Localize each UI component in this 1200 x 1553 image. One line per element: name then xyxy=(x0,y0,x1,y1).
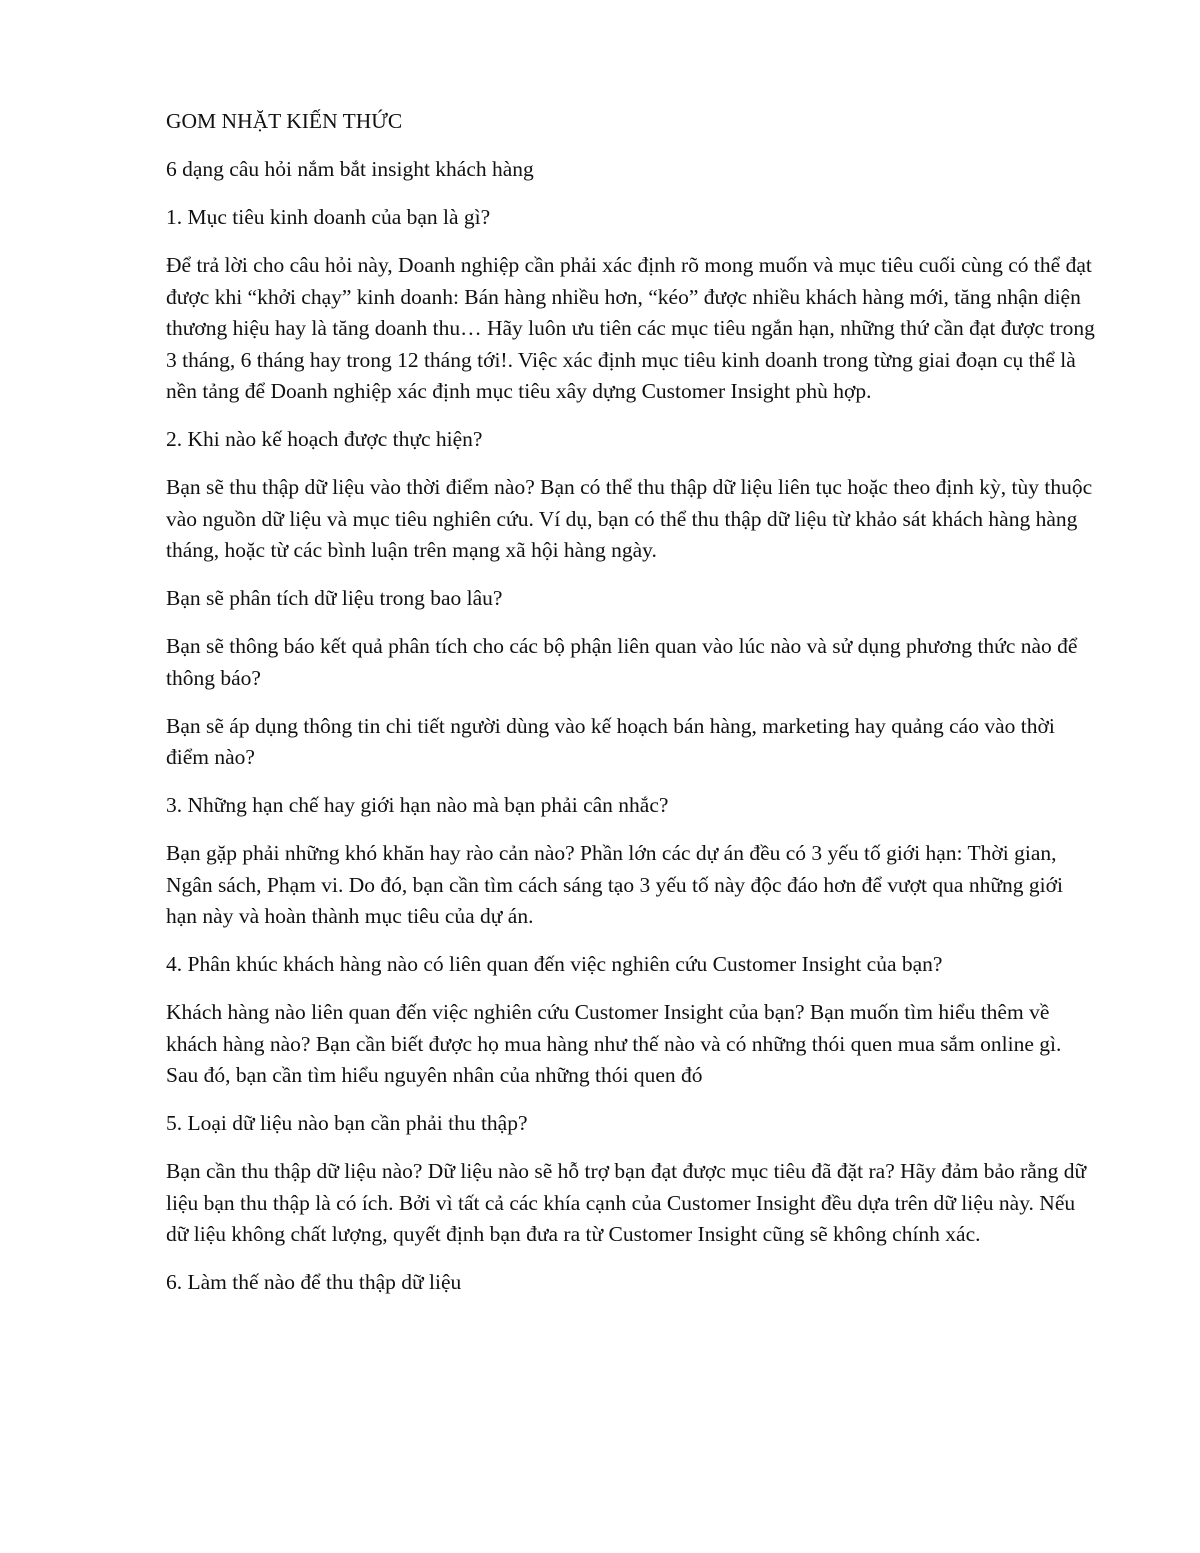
question-2-sub-reporting: Bạn sẽ thông báo kết quả phân tích cho các bộ phận liên quan vào lúc nào và sử dụng phương thức nào để thông báo? xyxy=(166,634,1078,690)
question-2-sub-application: Bạn sẽ áp dụng thông tin chi tiết người dùng vào kế hoạch bán hàng, marketing hay quảng cáo vào thời điểm nào? xyxy=(166,713,1055,769)
question-2-heading: 2. Khi nào kế hoạch được thực hiện? xyxy=(166,427,483,451)
document-page xyxy=(166,106,1096,1315)
question-1-answer: Để trả lời cho câu hỏi này, Doanh nghiệp cần phải xác định rõ mong muốn và mục tiêu cuối cùng có thể đạt được khi “khởi chạy” kinh doanh: Bán hàng nhiều hơn, “kéo” được nhiều khách hàng mới, tăng nhận diện thương hiệu hay là tăng doanh thu… Hãy luôn ưu tiên các mục tiêu ngắn hạn, những thứ cần đạt được trong 3 tháng, 6 tháng hay trong 12 tháng tới!. Việc xác định mục tiêu kinh doanh trong từng giai đoạn cụ thể là nền tảng để Doanh nghiệp xác định mục tiêu xây dựng Customer Insight phù hợp. xyxy=(166,253,1095,403)
question-3-answer: Bạn gặp phải những khó khăn hay rào cản nào? Phần lớn các dự án đều có 3 yếu tố giới hạn: Thời gian, Ngân sách, Phạm vi. Do đó, bạn cần tìm cách sáng tạo 3 yếu tố này độc đáo hơn để vượt qua những giới hạn này và hoàn thành mục tiêu của dự án. xyxy=(166,841,1063,928)
question-6-heading: 6. Làm thế nào để thu thập dữ liệu xyxy=(166,1270,462,1294)
question-5-answer: Bạn cần thu thập dữ liệu nào? Dữ liệu nào sẽ hỗ trợ bạn đạt được mục tiêu đã đặt ra? Hãy đảm bảo rằng dữ liệu bạn thu thập là có ích. Bởi vì tất cả các khía cạnh của Customer Insight đều dựa trên dữ liệu này. Nếu dữ liệu không chất lượng, quyết định bạn đưa ra từ Customer Insight cũng sẽ không chính xác. xyxy=(166,1159,1087,1246)
document-title: GOM NHẶT KIẾN THỨC xyxy=(166,109,403,133)
question-2-sub-analysis: Bạn sẽ phân tích dữ liệu trong bao lâu? xyxy=(166,586,503,610)
question-4-answer: Khách hàng nào liên quan đến việc nghiên cứu Customer Insight của bạn? Bạn muốn tìm hiểu thêm về khách hàng nào? Bạn cần biết được họ mua hàng như thế nào và có những thói quen mua sắm online gì. Sau đó, bạn cần tìm hiểu nguyên nhân của những thói quen đó xyxy=(166,1000,1062,1087)
question-5-heading: 5. Loại dữ liệu nào bạn cần phải thu thập? xyxy=(166,1111,528,1135)
question-1-heading: 1. Mục tiêu kinh doanh của bạn là gì? xyxy=(166,205,491,229)
question-2-answer: Bạn sẽ thu thập dữ liệu vào thời điểm nào? Bạn có thể thu thập dữ liệu liên tục hoặc theo định kỳ, tùy thuộc vào nguồn dữ liệu và mục tiêu nghiên cứu. Ví dụ, bạn có thể thu thập dữ liệu từ khảo sát khách hàng hàng tháng, hoặc từ các bình luận trên mạng xã hội hàng ngày. xyxy=(166,475,1093,562)
document-subtitle: 6 dạng câu hỏi nắm bắt insight khách hàng xyxy=(166,157,534,181)
question-3-heading: 3. Những hạn chế hay giới hạn nào mà bạn phải cân nhắc? xyxy=(166,793,669,817)
question-4-heading: 4. Phân khúc khách hàng nào có liên quan đến việc nghiên cứu Customer Insight của bạn? xyxy=(166,952,943,976)
